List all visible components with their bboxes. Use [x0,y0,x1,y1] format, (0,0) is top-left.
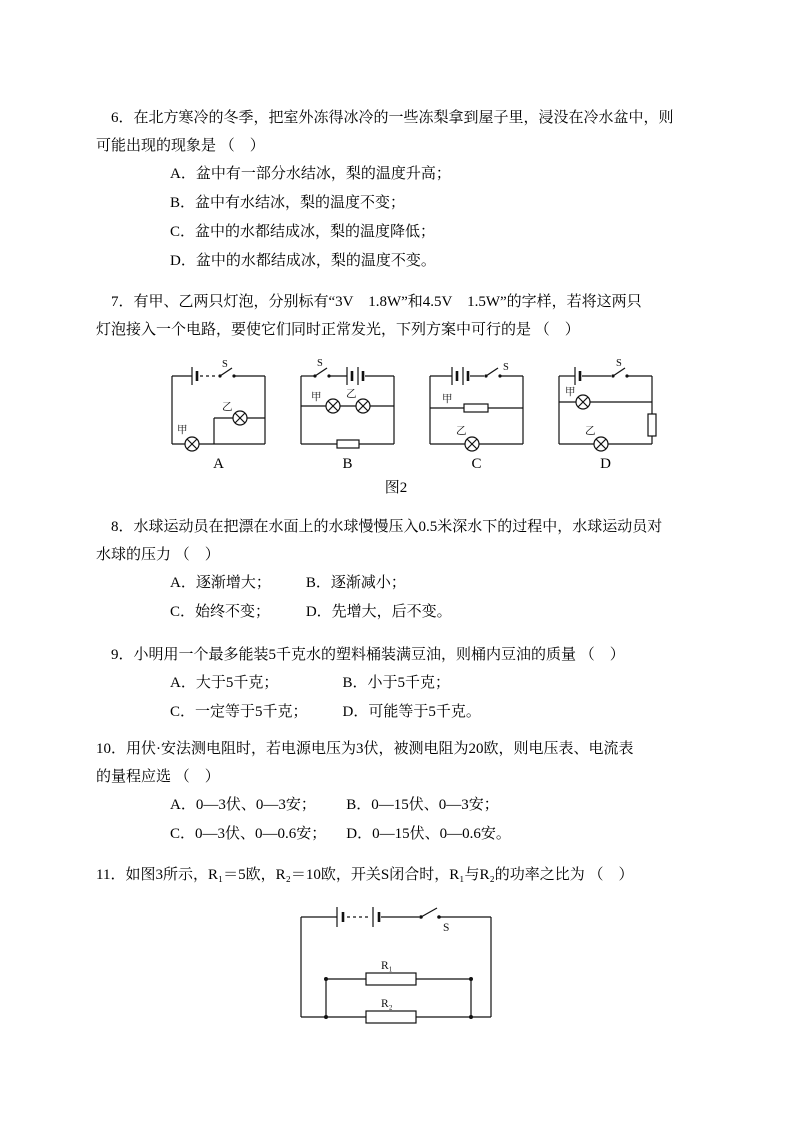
question-11 [96,861,696,1031]
figure-3 [96,899,696,1031]
question-6-stem-line-1: 6．在北方寒冷的冬季，把室外冻得冰冷的一些冻梨拿到屋子里，浸没在冷水盆中，则 [111,110,674,126]
figure-2-circuits-row [166,358,696,473]
switch-label: S [222,359,228,370]
circuit-diagram-c [424,358,529,453]
lamp-yi-label: 乙 [222,402,233,413]
question-9 [96,641,696,727]
lamp-yi-label: 乙 [585,426,596,437]
switch-label: S [503,362,509,373]
question-10-stem-line-1: 10．用伏·安法测电阻时，若电源电压为3伏，被测电阻为20欧，则电压表、电流表 [96,741,634,757]
circuit-a-label: A [213,456,224,472]
question-7-stem-line-1: 7．有甲、乙两只灯泡，分别标有“3V 1.8W”和4.5V 1.5W”的字样，若将这两只 [111,294,642,310]
question-6-option-b: B．盆中有水结冰，梨的温度不变； [170,195,406,211]
question-6-option-d: D．盆中的水都结成冰，梨的温度不变。 [170,253,436,269]
figure-2-circuit-c-block [424,358,529,473]
resistor-r1-label: R₁ [381,960,393,972]
question-8-option-c: C．始终不变； [170,604,271,620]
question-6-stem-line-2: 可能出现的现象是 （ ） [96,138,265,154]
question-9-options [170,669,481,727]
question-7-stem-line-2: 灯泡接入一个电路，要使它们同时正常发光，下列方案中可行的是 （ ） [96,322,580,338]
question-6-option-c: C．盆中的水都结成冰，梨的温度降低； [170,224,436,240]
question-10-stem-line-2: 的量程应选 （ ） [96,769,220,785]
question-8 [96,513,696,627]
question-6-option-a: A．盆中有一部分水结冰，梨的温度升高； [170,166,451,182]
question-10-option-d: D．0—15伏、0—0.6安。 [346,826,511,842]
lamp-yi-label: 乙 [346,389,357,400]
question-8-options [170,569,452,627]
figure-2-circuit-b-block [295,358,400,473]
question-8-option-d: D．先增大，后不变。 [305,604,452,620]
lamp-jia-label: 甲 [177,425,188,436]
question-11-stem-line-1: 11．如图3所示，R₁＝5欧，R₂＝10欧，开关S闭合时，R₁与R₂的功率之比为 （ ） [96,867,634,883]
circuit-diagram-fig3 [271,899,521,1031]
circuit-d-label: D [600,456,611,472]
figure-2-caption: 图2 [384,480,408,496]
figure-2 [96,358,696,499]
circuit-diagram-b [295,358,400,453]
question-9-stem-line-1: 9．小明用一个最多能装5千克水的塑料桶装满豆油，则桶内豆油的质量 （ ） [111,647,625,663]
question-10 [96,735,696,849]
question-8-stem-line-2: 水球的压力 （ ） [96,547,220,563]
question-10-option-a: A．0—3伏、0—3安； [170,797,316,813]
switch-label: S [317,358,323,369]
figure-2-circuit-d-block [553,358,658,473]
circuit-b-label: B [342,456,353,472]
question-9-option-c: C．一定等于5千克； [170,704,308,720]
question-8-option-b: B．逐渐减小； [305,575,406,591]
circuit-c-label: C [471,456,482,472]
switch-label: S [443,922,450,934]
question-9-option-a: A．大于5千克； [170,675,279,691]
question-10-option-b: B．0—15伏、0—3安； [346,797,499,813]
question-6 [96,104,696,276]
switch-label: S [616,358,622,369]
question-9-option-b: B．小于5千克； [342,675,451,691]
question-6-options [170,160,696,276]
lamp-yi-label: 乙 [456,426,467,437]
lamp-jia-label: 甲 [311,392,322,403]
question-10-option-c: C．0—3伏、0—0.6安； [170,826,327,842]
lamp-jia-label: 甲 [442,394,453,405]
question-8-stem-line-1: 8．水球运动员在把漂在水面上的水球慢慢压入0.5米深水下的过程中，水球运动员对 [111,519,663,535]
figure-2-circuit-a-block [166,358,271,473]
question-7 [96,288,696,499]
circuit-diagram-d [553,358,658,453]
question-8-option-a: A．逐渐增大； [170,575,271,591]
question-10-options [170,791,511,849]
resistor-r2-label: R₂ [381,998,393,1010]
question-9-option-d: D．可能等于5千克。 [342,704,481,720]
circuit-diagram-a [166,358,271,453]
lamp-jia-label: 甲 [565,387,576,398]
